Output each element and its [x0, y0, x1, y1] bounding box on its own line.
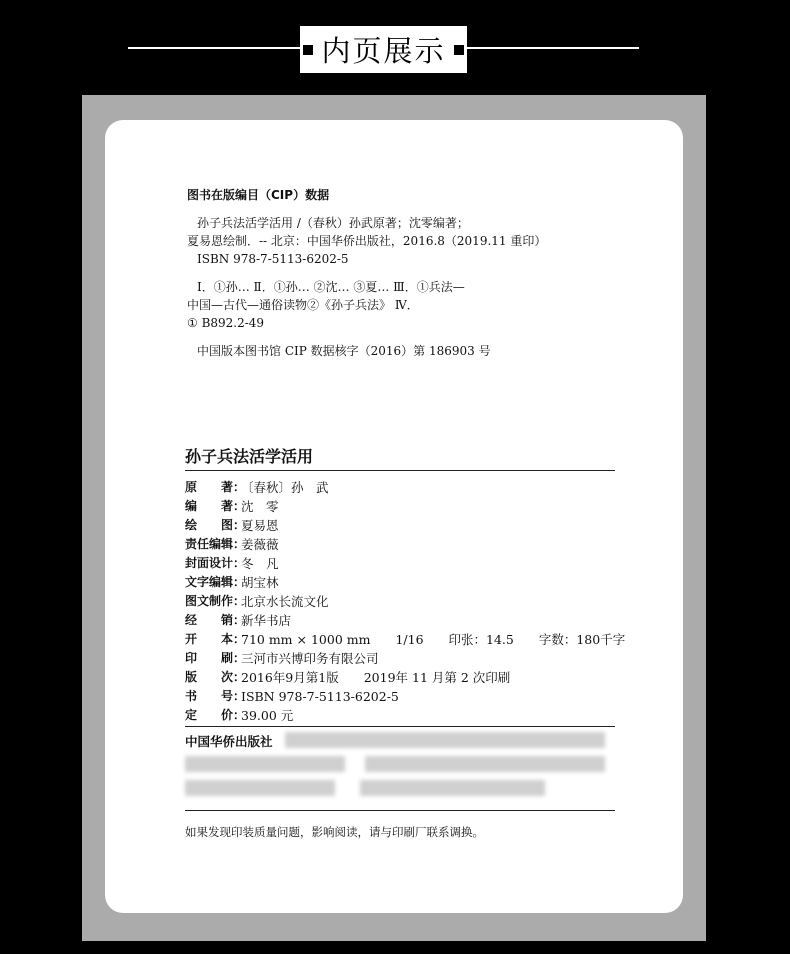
cip-line: 中国—古代—通俗读物②《孙子兵法》 Ⅳ．: [187, 298, 419, 312]
meta-key: 经 销：: [185, 613, 246, 627]
meta-row: [185, 478, 625, 497]
meta-row: [185, 649, 625, 668]
meta-value: 冬 凡: [241, 556, 279, 571]
banner: [300, 26, 467, 73]
publisher-name: 中国华侨出版社: [185, 734, 273, 749]
meta-key: 版 次：: [185, 670, 246, 684]
footer-rule: [185, 810, 615, 811]
banner-title: 内页展示: [321, 34, 446, 68]
meta-key: 印 刷：: [185, 651, 246, 665]
meta-row: [185, 497, 625, 516]
meta-row: [185, 630, 625, 649]
banner-line-left: [128, 47, 300, 49]
copyright-page: [105, 120, 683, 913]
cip-line: ① B892.2-49: [187, 316, 265, 330]
meta-key: 责任编辑：: [185, 537, 246, 551]
banner-line-right: [467, 47, 639, 49]
meta-value: 沈 零: [241, 499, 279, 514]
redacted-contact: [185, 780, 335, 796]
meta-key: 绘 图：: [185, 518, 246, 532]
meta-value: 姜薇薇: [241, 537, 279, 552]
title-rule: [185, 470, 615, 471]
footer-note: 如果发现印装质量问题，影响阅读，请与印刷厂联系调换。: [185, 825, 484, 839]
redacted-contact: [185, 756, 345, 772]
meta-value: 39.00 元: [241, 708, 294, 723]
meta-value: 胡宝林: [241, 575, 279, 590]
meta-row: [185, 611, 625, 630]
meta-key: 图文制作：: [185, 594, 246, 608]
cip-block: [187, 186, 546, 360]
meta-value: 2016年9月第1版 2019年 11 月第 2 次印刷: [241, 670, 511, 685]
meta-value: 三河市兴博印务有限公司: [241, 651, 379, 666]
meta-row: [185, 516, 625, 535]
meta-key: 开 本：: [185, 632, 246, 646]
meta-value: 夏易恩: [241, 518, 279, 533]
meta-key: 文字编辑：: [185, 575, 246, 589]
meta-row: [185, 554, 625, 573]
square-bullet-icon: [303, 45, 313, 55]
book-title: 孙子兵法活学活用: [185, 447, 314, 466]
redacted-address: [285, 732, 605, 748]
meta-key: 书 号：: [185, 689, 246, 703]
meta-row: [185, 535, 625, 554]
meta-key: 封面设计：: [185, 556, 246, 570]
meta-row: [185, 687, 625, 706]
meta-row: [185, 668, 625, 687]
redacted-contact: [360, 780, 545, 796]
cip-line: 孙子兵法活学活用 /（春秋）孙武原著；沈零编著；: [197, 216, 469, 230]
cip-line: ISBN 978-7-5113-6202-5: [197, 252, 349, 266]
meta-row: [185, 706, 625, 725]
publisher-rule: [185, 726, 615, 727]
redacted-contact: [365, 756, 605, 772]
meta-value: 710 mm × 1000 mm 1/16 印张：14.5 字数：180千字: [241, 632, 626, 647]
cip-heading: 图书在版编目（CIP）数据: [187, 188, 330, 202]
meta-key: 原 著：: [185, 480, 246, 494]
cip-line: Ⅰ．①孙… Ⅱ．①孙… ②沈… ③夏… Ⅲ．①兵法—: [197, 280, 465, 294]
meta-key: 定 价：: [185, 708, 246, 722]
cip-line: 中国版本图书馆 CIP 数据核字（2016）第 186903 号: [197, 344, 491, 358]
meta-value: 北京水长流文化: [241, 594, 329, 609]
cip-line: 夏易恩绘制．-- 北京：中国华侨出版社，2016.8（2019.11 重印）: [187, 234, 547, 248]
square-bullet-icon: [454, 45, 464, 55]
meta-key: 编 著：: [185, 499, 246, 513]
meta-row: [185, 592, 625, 611]
meta-value: ISBN 978-7-5113-6202-5: [241, 689, 399, 704]
meta-value: 〔春秋〕孙 武: [241, 480, 329, 495]
meta-row: [185, 573, 625, 592]
meta-value: 新华书店: [241, 613, 292, 628]
book-metadata: [185, 478, 625, 725]
